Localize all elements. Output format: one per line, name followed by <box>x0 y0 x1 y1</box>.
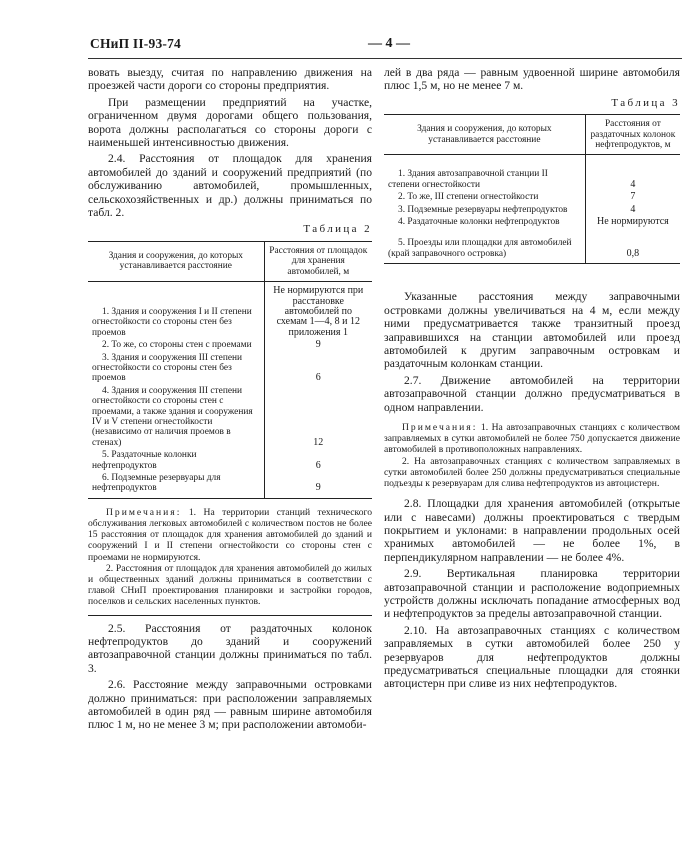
table-2-header-row <box>88 241 372 281</box>
table-3-row-5-name: 5. Проезды или площадки для автомобилей (край заправочного островка) <box>384 228 585 263</box>
notes-label: Примечания: <box>402 421 478 433</box>
table-2-caption: Таблица 2 <box>303 223 372 236</box>
table-2-row-1-value: Не нормируются при расстановке автомобилей по схемам 1—4, 8 и 12 приложения 1 <box>273 285 364 338</box>
paragraph-2-9: 2.9. Вертикальная планировка территории автозаправочной станции и расположение водоприемных устройств должны исключать попадание атмосферных вод и нефтепродуктов за пределы автозаправочной станции. <box>384 567 680 621</box>
section-divider <box>88 615 372 616</box>
note-1: 1. На территории станций технического обслуживания легковых автомобилей с количеством постов не более 15 расстояния от площадок для хранения автомобилей до зданий и сооружений I и II степени огнестойкости со стороны стен с проемами не нормируются. <box>88 506 372 563</box>
table-3-header-row <box>384 115 680 155</box>
table-2-row-4-value: 12 <box>313 436 324 448</box>
page-number: — 4 — <box>368 36 410 51</box>
paragraph-2-4: 2.4. Расстояния от площадок для хранения автомобилей до зданий и сооружений предприятий (по обслуживанию автомобилей, промышленных, сельскохозяйственных и др.) должны приниматься по табл. 2. <box>88 152 372 220</box>
table-3-header-distance: Расстояния от раздаточных колонок нефтепродуктов, м <box>585 115 680 155</box>
document-code: СНиП II-93-74 <box>90 36 182 51</box>
table-row <box>384 216 680 228</box>
paragraph-continuation: вовать выезду, считая по направлению движения на проезжей части дороги со стороны предприятия. <box>88 66 372 93</box>
table-2-row-4-name: 4. Здания и сооружения III степени огнестойкости со стороны стен с проемами, а также здания и сооружения IV и V степени огнестойкости (независимо от наличия проемов в стенах) <box>88 385 264 449</box>
paragraph-islands: Указанные расстояния между заправочными островками должны увеличиваться на 4 м, если между ними предусматривается также транзитный проезд заправившихся на станции автомобилей или проезд автомобилей к другим заправочным островкам и раздаточным колонкам станции. <box>384 290 680 371</box>
page-header <box>90 36 680 56</box>
table-3-row-5-value: 0,8 <box>585 228 680 263</box>
table-row <box>88 339 372 351</box>
table-3-row-3-name: 3. Подземные резервуары нефтепродуктов <box>384 204 585 216</box>
note-2: 2. Расстояния от площадок для хранения автомобилей до жилых и общественных зданий должны приниматься в соответствии с главой СНиП проектирования планировки и застройки городов, поселков и сельских населенных пунктов. <box>88 562 372 608</box>
table-row <box>384 204 680 216</box>
table-2-row-1-name: 1. Здания и сооружения I и II степени огнестойкости со стороны стен без проемов <box>88 282 264 340</box>
table-2-row-5-value: 6 <box>315 459 321 471</box>
table-2-row-5-name: 5. Раздаточные колонки нефтепродуктов <box>88 449 264 472</box>
table-row <box>88 352 372 385</box>
table-3-caption: Таблица 3 <box>611 96 680 109</box>
table-3-row-2-name: 2. То же, III степени огнестойкости <box>384 191 585 203</box>
note-2: 2. На автозаправочных станциях с количеством заправляемых в сутки автомобилей более 250 должны предусматриваться специальные подъезды к резервуарам для слива нефтепродуктов из автоцистерн. <box>384 455 680 489</box>
table-3-row-4-name: 4. Раздаточные колонки нефтепродуктов <box>384 216 585 228</box>
table-row <box>88 282 372 340</box>
paragraph-2-8: 2.8. Площадки для хранения автомобилей (открытые или с навесами) должны проектироваться с твердым покрытием и уклонами: в направлении продольных осей хранимых автомобилей — не более 1%, в перпендикулярном направлении — не более 4%. <box>384 497 680 564</box>
note-1: 1. На автозаправочных станциях с количеством заправляемых в сутки автомобилей не более 750 допускается движение автомобилей в противоположных направлениях. <box>384 421 680 456</box>
table-2-header-buildings: Здания и сооружения, до которых устанавливается расстояние <box>88 241 264 281</box>
table-2-row-2-name: 2. То же, со стороны стен с проемами <box>88 339 264 351</box>
table-2-header-distance: Расстояния от площадок для хранения автомобилей, м <box>264 241 372 281</box>
table-2-row-6-value: 9 <box>264 472 372 498</box>
paragraph-gates: При размещении предприятий на участке, ограниченном двумя дорогами общего пользования, ворота должны располагаться со стороны дороги с наименьшей интенсивностью движения. <box>88 95 372 150</box>
table-3-row-2-value: 7 <box>630 191 636 203</box>
table-2-row-6-name: 6. Подземные резервуары для нефтепродуктов <box>88 472 264 498</box>
table-3 <box>384 114 680 264</box>
table-3-row-1-name: 1. Здания автозаправочной станции II степени огнестойкости <box>384 155 585 191</box>
table-2 <box>88 241 372 499</box>
table-2-row-2-value: 9 <box>315 339 321 351</box>
paragraph-2-6: 2.6. Расстояние между заправочными островками должно приниматься: при расположении заправляемых автомобилей в один ряд — равным ширине автомобиля плюс 1 м, но не менее 3 м; при расположении автомоби- <box>88 678 372 732</box>
paragraph-2-10: 2.10. На автозаправочных станциях с количеством заправляемых в сутки автомобилей более 250 у резервуаров для нефтепродуктов должны предусматриваться специальные площадки для стоянки автоцистерн при сливе из них нефтепродуктов. <box>384 623 680 691</box>
table-2-row-3-name: 3. Здания и сооружения III степени огнестойкости со стороны стен без проемов <box>88 352 264 385</box>
table-row <box>88 472 372 498</box>
table-row <box>384 191 680 203</box>
left-column <box>88 66 372 732</box>
notes-label: Примечания: <box>106 506 182 518</box>
table-row <box>384 228 680 263</box>
paragraph-continuation: лей в два ряда — равным удвоенной ширине автомобиля плюс 1,5 м, но не менее 7 м. <box>384 66 680 93</box>
right-column <box>384 66 680 691</box>
notes-block <box>88 507 372 563</box>
paragraph-2-5: 2.5. Расстояния от раздаточных колонок нефтепродуктов до зданий и сооружений автозаправочной станции должны приниматься по табл. 3. <box>88 621 372 675</box>
table-3-row-3-value: 4 <box>630 203 636 215</box>
header-rule <box>88 58 682 59</box>
table-row <box>88 449 372 472</box>
table-3-row-4-value: Не нормируются <box>596 216 669 228</box>
table-2-row-3-value: 6 <box>315 372 321 384</box>
table-row <box>88 385 372 449</box>
paragraph-2-7: 2.7. Движение автомобилей на территории автозаправочной станции должно предусматриваться в одном направлении. <box>384 373 680 414</box>
table-row <box>384 155 680 191</box>
table-3-row-1-value: 4 <box>630 178 636 190</box>
notes-block <box>384 422 680 456</box>
table-3-header-buildings: Здания и сооружения, до которых устанавливается расстояние <box>384 115 585 155</box>
